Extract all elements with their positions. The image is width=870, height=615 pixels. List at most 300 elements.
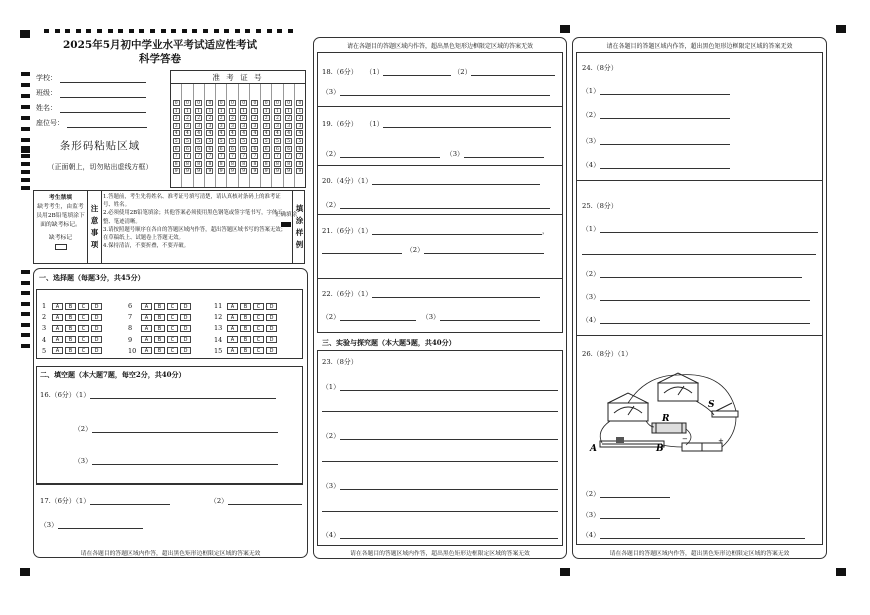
timing-mark <box>21 94 30 98</box>
digit-bubble[interactable]: 5 <box>274 138 281 144</box>
timing-mark <box>21 312 30 316</box>
mc-option-bubble[interactable]: C <box>167 325 178 332</box>
timing-mark <box>21 270 30 274</box>
mc-question-row[interactable] <box>42 347 104 355</box>
digit-bubble[interactable]: 3 <box>184 123 191 129</box>
digit-bubble[interactable]: 2 <box>218 115 225 121</box>
circuit-diagram <box>586 365 756 465</box>
digit-bubble[interactable]: 3 <box>251 123 258 129</box>
digit-bubble[interactable]: 0 <box>173 100 180 106</box>
digit-bubble[interactable]: 9 <box>240 168 247 174</box>
mc-question-number: 5 <box>42 346 47 355</box>
mc-option-bubble[interactable]: D <box>91 347 102 354</box>
digit-bubble[interactable]: 2 <box>184 115 191 121</box>
timing-mark <box>235 29 240 33</box>
digit-bubble[interactable]: 8 <box>285 161 292 167</box>
digit-bubble[interactable]: 8 <box>206 161 213 167</box>
mc-question-row[interactable] <box>128 302 193 310</box>
school-field[interactable]: 学校： <box>36 73 146 83</box>
mc-option-bubble[interactable]: A <box>141 347 152 354</box>
digit-bubble[interactable]: 7 <box>274 153 281 159</box>
digit-bubble[interactable]: 2 <box>229 115 236 121</box>
mc-option-bubble[interactable]: D <box>266 336 277 343</box>
q18-line1[interactable]: 18.（6分） （1） （2） <box>322 66 555 76</box>
q25-label: 25.（8分） <box>582 202 618 210</box>
admission-digit-column[interactable] <box>205 84 216 187</box>
digit-bubble[interactable]: 5 <box>173 138 180 144</box>
digit-bubble[interactable]: 4 <box>184 130 191 136</box>
digit-bubble[interactable]: 8 <box>229 161 236 167</box>
digit-bubble[interactable]: 4 <box>240 130 247 136</box>
digit-bubble[interactable]: 7 <box>240 153 247 159</box>
mc-question-row[interactable] <box>214 302 279 310</box>
digit-bubble[interactable]: 2 <box>206 115 213 121</box>
digit-bubble[interactable]: 6 <box>173 146 180 152</box>
digit-bubble[interactable]: 7 <box>218 153 225 159</box>
timing-mark <box>21 291 30 295</box>
mc-question-row[interactable] <box>42 302 104 310</box>
timing-mark <box>21 127 30 131</box>
digit-bubble[interactable]: 9 <box>184 168 191 174</box>
digit-bubble[interactable]: 4 <box>296 130 303 136</box>
timing-mark <box>182 29 187 33</box>
q20-line1[interactable]: 20.（4分）（1） <box>322 175 540 185</box>
q21-line1[interactable]: 21.（6分）（1） ， <box>322 227 549 235</box>
mc-question-number: 12 <box>214 313 223 322</box>
digit-bubble[interactable]: 9 <box>206 168 213 174</box>
mc-question-row[interactable] <box>128 313 193 321</box>
mc-question-number: 9 <box>128 335 133 344</box>
mc-option-bubble[interactable]: A <box>141 325 152 332</box>
mc-option-bubble[interactable]: D <box>180 325 191 332</box>
mc-option-bubble[interactable]: B <box>240 325 251 332</box>
timing-mark <box>21 186 30 190</box>
digit-bubble[interactable]: 8 <box>173 161 180 167</box>
timing-mark <box>55 29 60 33</box>
timing-mark <box>21 154 30 158</box>
mc-option-bubble[interactable]: D <box>91 314 102 321</box>
digit-bubble[interactable]: 6 <box>263 146 270 152</box>
mc-option-bubble[interactable]: D <box>180 314 191 321</box>
digit-bubble[interactable]: 8 <box>240 161 247 167</box>
timing-mark <box>288 29 293 33</box>
digit-bubble[interactable]: 2 <box>274 115 281 121</box>
digit-bubble[interactable]: 6 <box>240 146 247 152</box>
mc-question-row[interactable] <box>214 324 279 332</box>
digit-bubble[interactable]: 7 <box>296 153 303 159</box>
q16-line1[interactable]: 16.（6分）（1） <box>40 389 276 399</box>
digit-bubble[interactable]: 6 <box>285 146 292 152</box>
mc-option-bubble[interactable]: D <box>266 347 277 354</box>
digit-bubble[interactable]: 1 <box>195 108 202 114</box>
digit-bubble[interactable]: 6 <box>218 146 225 152</box>
mc-option-bubble[interactable]: D <box>180 336 191 343</box>
digit-bubble[interactable]: 8 <box>251 161 258 167</box>
q17-line2[interactable]: （3） <box>40 519 143 529</box>
timing-mark <box>139 29 144 33</box>
admission-digit-column[interactable] <box>284 84 295 187</box>
digit-bubble[interactable]: 4 <box>229 130 236 136</box>
digit-bubble[interactable]: 0 <box>274 100 281 106</box>
mc-question-number: 1 <box>42 302 47 310</box>
digit-bubble[interactable]: 2 <box>240 115 247 121</box>
digit-bubble[interactable]: 0 <box>296 100 303 106</box>
digit-bubble[interactable]: 3 <box>218 123 225 129</box>
q23-label: 23.（8分） <box>322 358 358 366</box>
mc-question-row[interactable] <box>128 336 193 344</box>
digit-bubble[interactable]: 8 <box>263 161 270 167</box>
corner-mark <box>560 25 570 33</box>
digit-bubble[interactable]: 6 <box>195 146 202 152</box>
admission-number-grid[interactable] <box>170 70 306 188</box>
digit-bubble[interactable]: 0 <box>251 100 258 106</box>
digit-bubble[interactable]: 1 <box>206 108 213 114</box>
digit-bubble[interactable]: 5 <box>229 138 236 144</box>
label-plus: + <box>718 437 724 445</box>
digit-bubble[interactable]: 9 <box>229 168 236 174</box>
mc-option-bubble[interactable]: D <box>180 347 191 354</box>
digit-bubble[interactable]: 0 <box>263 100 270 106</box>
mc-option-bubble[interactable]: D <box>91 325 102 332</box>
digit-bubble[interactable]: 4 <box>263 130 270 136</box>
digit-bubble[interactable]: 5 <box>251 138 258 144</box>
q24-line1[interactable]: （1） <box>582 85 730 95</box>
q25-line2[interactable]: （2） <box>582 268 802 278</box>
q22-line1[interactable]: 22.（6分）（1） <box>322 288 540 298</box>
q23-line4[interactable]: （4） <box>322 529 558 539</box>
digit-bubble[interactable]: 0 <box>218 100 225 106</box>
mc-option-bubble[interactable]: D <box>91 336 102 343</box>
mc-question-row[interactable] <box>214 313 279 321</box>
mc-option-bubble[interactable]: A <box>141 336 152 343</box>
q26-line4[interactable]: （4） <box>582 529 805 539</box>
timing-mark <box>21 138 30 142</box>
mc-question-number: 13 <box>214 324 223 333</box>
digit-bubble[interactable]: 6 <box>229 146 236 152</box>
digit-bubble[interactable]: 1 <box>184 108 191 114</box>
digit-bubble[interactable]: 7 <box>184 153 191 159</box>
mc-option-bubble[interactable]: B <box>154 347 165 354</box>
barcode-area <box>36 138 164 172</box>
seat-field[interactable]: 座位号： <box>36 118 147 128</box>
digit-bubble[interactable]: 5 <box>296 138 303 144</box>
mc-option-bubble[interactable]: C <box>78 314 89 321</box>
mc-option-bubble[interactable]: D <box>91 303 102 310</box>
q24-line2[interactable]: （2） <box>582 109 730 119</box>
digit-bubble[interactable]: 1 <box>240 108 247 114</box>
mc-option-bubble[interactable]: B <box>240 303 251 310</box>
digit-bubble[interactable]: 6 <box>274 146 281 152</box>
q25-line4[interactable]: （4） <box>582 314 810 324</box>
digit-bubble[interactable]: 4 <box>195 130 202 136</box>
mc-option-bubble[interactable]: A <box>227 325 238 332</box>
mc-option-bubble[interactable]: D <box>266 325 277 332</box>
label-minus: − <box>682 435 688 443</box>
q23-line2[interactable]: （2） <box>322 430 558 440</box>
digit-bubble[interactable]: 2 <box>263 115 270 121</box>
digit-bubble[interactable]: 4 <box>173 130 180 136</box>
digit-bubble[interactable]: 1 <box>251 108 258 114</box>
digit-bubble[interactable]: 2 <box>195 115 202 121</box>
mc-option-bubble[interactable]: C <box>167 347 178 354</box>
mc-option-bubble[interactable]: B <box>65 347 76 354</box>
digit-bubble[interactable]: 2 <box>285 115 292 121</box>
digit-bubble[interactable]: 0 <box>195 100 202 106</box>
mc-option-bubble[interactable]: C <box>78 347 89 354</box>
corner-mark <box>836 25 846 33</box>
mc-question-row[interactable] <box>214 347 279 355</box>
digit-bubble[interactable]: 1 <box>229 108 236 114</box>
mc-question-number: 11 <box>214 302 223 310</box>
mc-option-bubble[interactable]: C <box>78 325 89 332</box>
admission-digit-column[interactable] <box>171 84 182 187</box>
mc-question-row[interactable] <box>42 313 104 321</box>
mc-option-bubble[interactable]: B <box>65 314 76 321</box>
mc-question-row[interactable] <box>214 336 279 344</box>
q16-line3[interactable]: （3） <box>74 455 278 465</box>
filled-box-icon <box>281 222 291 227</box>
digit-bubble[interactable]: 2 <box>296 115 303 121</box>
name-field[interactable]: 姓名： <box>36 103 146 113</box>
digit-bubble[interactable]: 5 <box>184 138 191 144</box>
mc-option-bubble[interactable]: C <box>78 303 89 310</box>
admission-digit-column[interactable] <box>194 84 205 187</box>
timing-mark <box>21 105 30 109</box>
digit-bubble[interactable]: 2 <box>173 115 180 121</box>
admission-digit-columns[interactable] <box>171 84 305 187</box>
mc-option-bubble[interactable]: A <box>227 347 238 354</box>
digit-bubble[interactable]: 6 <box>251 146 258 152</box>
timing-mark <box>245 29 250 33</box>
timing-mark <box>108 29 113 33</box>
digit-bubble[interactable]: 0 <box>229 100 236 106</box>
digit-bubble[interactable]: 5 <box>263 138 270 144</box>
q22-line2[interactable]: （2） （3） <box>322 311 540 321</box>
exam-title: 2025年5月初中学业水平考试适应性考试 <box>62 39 258 51</box>
digit-bubble[interactable]: 4 <box>285 130 292 136</box>
digit-bubble[interactable]: 6 <box>206 146 213 152</box>
digit-bubble[interactable]: 5 <box>195 138 202 144</box>
corner-mark <box>560 568 570 576</box>
q23-line3[interactable]: （3） <box>322 480 558 490</box>
digit-bubble[interactable]: 9 <box>285 168 292 174</box>
digit-bubble[interactable]: 1 <box>296 108 303 114</box>
mc-option-bubble[interactable]: B <box>154 336 165 343</box>
mc-option-bubble[interactable]: B <box>65 303 76 310</box>
admission-digit-column[interactable] <box>261 84 272 187</box>
digit-bubble[interactable]: 2 <box>251 115 258 121</box>
mc-question-row[interactable] <box>42 324 104 332</box>
mc-option-bubble[interactable]: C <box>78 336 89 343</box>
q18-line2[interactable]: （3） <box>322 86 550 96</box>
q25-line1[interactable]: （1） <box>582 223 818 233</box>
digit-bubble[interactable]: 0 <box>184 100 191 106</box>
digit-bubble[interactable]: 7 <box>173 153 180 159</box>
mc-option-bubble[interactable]: B <box>240 347 251 354</box>
mc-option-bubble[interactable]: C <box>253 347 264 354</box>
digit-bubble[interactable]: 5 <box>206 138 213 144</box>
mc-option-bubble[interactable]: C <box>253 336 264 343</box>
digit-bubble[interactable]: 4 <box>206 130 213 136</box>
digit-bubble[interactable]: 5 <box>218 138 225 144</box>
section3-heading: 三、实验与探究题（本大题5题，共40分） <box>322 338 456 347</box>
label-S: S <box>708 400 715 410</box>
digit-bubble[interactable]: 4 <box>218 130 225 136</box>
digit-bubble[interactable]: 3 <box>229 123 236 129</box>
digit-bubble[interactable]: 3 <box>274 123 281 129</box>
mc-question-row[interactable] <box>128 347 193 355</box>
digit-bubble[interactable]: 3 <box>263 123 270 129</box>
digit-bubble[interactable]: 7 <box>206 153 213 159</box>
mc-option-bubble[interactable]: B <box>240 336 251 343</box>
footer-note: 请在各题目的答题区域内作答，超出黑色矩形边框限定区域的答案无效 <box>609 551 790 557</box>
mc-option-bubble[interactable]: C <box>167 303 178 310</box>
q26-line2[interactable]: （2） <box>582 488 670 498</box>
mc-question-row[interactable] <box>42 336 104 344</box>
admission-digit-column[interactable] <box>182 84 193 187</box>
digit-bubble[interactable]: 3 <box>195 123 202 129</box>
mc-option-bubble[interactable]: A <box>141 314 152 321</box>
digit-bubble[interactable]: 3 <box>173 123 180 129</box>
timing-mark <box>171 29 176 33</box>
notes-label: 注 意 事 项 <box>88 191 102 263</box>
divider <box>317 106 563 107</box>
digit-bubble[interactable]: 8 <box>274 161 281 167</box>
admission-digit-column[interactable] <box>295 84 305 187</box>
mc-option-bubble[interactable]: A <box>52 314 63 321</box>
mc-option-bubble[interactable]: A <box>227 314 238 321</box>
digit-bubble[interactable]: 1 <box>218 108 225 114</box>
mc-option-bubble[interactable]: A <box>52 303 63 310</box>
digit-bubble[interactable]: 1 <box>285 108 292 114</box>
voltmeter-icon <box>608 393 648 421</box>
digit-bubble[interactable]: 3 <box>285 123 292 129</box>
digit-bubble[interactable]: 8 <box>218 161 225 167</box>
mc-option-bubble[interactable]: C <box>167 336 178 343</box>
digit-bubble[interactable]: 9 <box>195 168 202 174</box>
digit-bubble[interactable]: 9 <box>263 168 270 174</box>
footer-note: 请在各题目的答题区域内作答，超出黑色矩形边框限定区域的答案无效 <box>350 551 530 557</box>
digit-bubble[interactable]: 8 <box>195 161 202 167</box>
admission-digit-column[interactable] <box>250 84 261 187</box>
digit-bubble[interactable]: 0 <box>206 100 213 106</box>
mc-option-bubble[interactable]: C <box>167 314 178 321</box>
admission-digit-column[interactable] <box>216 84 227 187</box>
mc-option-bubble[interactable]: D <box>266 314 277 321</box>
timing-mark <box>21 333 30 337</box>
mc-option-bubble[interactable]: B <box>154 314 165 321</box>
timing-mark <box>192 29 197 33</box>
admission-digit-column[interactable] <box>227 84 238 187</box>
mc-option-bubble[interactable]: A <box>52 325 63 332</box>
digit-bubble[interactable]: 9 <box>296 168 303 174</box>
digit-bubble[interactable]: 5 <box>285 138 292 144</box>
digit-bubble[interactable]: 6 <box>296 146 303 152</box>
timing-mark <box>21 72 30 76</box>
digit-bubble[interactable]: 9 <box>218 168 225 174</box>
digit-bubble[interactable]: 7 <box>195 153 202 159</box>
mc-option-bubble[interactable]: A <box>52 336 63 343</box>
digit-bubble[interactable]: 7 <box>229 153 236 159</box>
mc-option-bubble[interactable]: B <box>154 303 165 310</box>
admission-digit-column[interactable] <box>272 84 283 187</box>
resistance-wire-icon <box>600 437 664 447</box>
divider <box>317 165 563 166</box>
digit-bubble[interactable]: 0 <box>285 100 292 106</box>
digit-bubble[interactable]: 3 <box>240 123 247 129</box>
absent-mark-box[interactable] <box>55 244 67 250</box>
mc-question-number: 3 <box>42 324 47 333</box>
digit-bubble[interactable]: 4 <box>274 130 281 136</box>
digit-bubble[interactable]: 3 <box>296 123 303 129</box>
q17-line1[interactable]: 17.（6分）（1） （2） <box>40 495 302 505</box>
digit-bubble[interactable]: 7 <box>263 153 270 159</box>
digit-bubble[interactable]: 0 <box>240 100 247 106</box>
q24-line3[interactable]: （3） <box>582 135 730 145</box>
q25-line3[interactable]: （3） <box>582 291 810 301</box>
battery-icon <box>682 443 722 451</box>
mc-option-bubble[interactable]: B <box>154 325 165 332</box>
answer-line <box>322 511 558 512</box>
digit-bubble[interactable]: 6 <box>184 146 191 152</box>
digit-bubble[interactable]: 8 <box>296 161 303 167</box>
q19-line2[interactable]: （2） （3） <box>322 148 544 158</box>
digit-bubble[interactable]: 7 <box>285 153 292 159</box>
mc-option-bubble[interactable]: A <box>227 303 238 310</box>
digit-bubble[interactable]: 4 <box>251 130 258 136</box>
digit-bubble[interactable]: 8 <box>184 161 191 167</box>
q24-line4[interactable]: （4） <box>582 159 730 169</box>
q24-label: 24.（8分） <box>582 64 618 72</box>
class-field[interactable]: 班级： <box>36 88 146 98</box>
digit-bubble[interactable]: 3 <box>206 123 213 129</box>
mc-option-bubble[interactable]: A <box>141 303 152 310</box>
digit-bubble[interactable]: 1 <box>263 108 270 114</box>
timing-mark <box>76 29 81 33</box>
mc-option-bubble[interactable]: D <box>266 303 277 310</box>
admission-digit-column[interactable] <box>239 84 250 187</box>
digit-bubble[interactable]: 9 <box>274 168 281 174</box>
sample-label: 填 涂 样 例 <box>292 191 306 263</box>
mc-option-bubble[interactable]: C <box>253 314 264 321</box>
digit-bubble[interactable]: 1 <box>274 108 281 114</box>
digit-bubble[interactable]: 9 <box>251 168 258 174</box>
digit-bubble[interactable]: 7 <box>251 153 258 159</box>
digit-bubble[interactable]: 1 <box>173 108 180 114</box>
mc-option-bubble[interactable]: C <box>253 325 264 332</box>
timing-mark <box>86 29 91 33</box>
q16-line2[interactable]: （2） <box>74 423 278 433</box>
digit-bubble[interactable]: 9 <box>173 168 180 174</box>
mc-option-bubble[interactable]: B <box>240 314 251 321</box>
mc-option-bubble[interactable]: A <box>227 336 238 343</box>
divider <box>576 180 823 181</box>
label-R: R <box>662 414 670 424</box>
mc-question-row[interactable] <box>128 324 193 332</box>
mc-option-bubble[interactable]: B <box>65 325 76 332</box>
q19-line1[interactable]: 19.（6分） （1） <box>322 118 551 128</box>
q20-line2[interactable]: （2） <box>322 199 550 209</box>
mc-option-bubble[interactable]: B <box>65 336 76 343</box>
rheostat-icon <box>652 423 686 433</box>
q23-line1[interactable]: （1） <box>322 381 558 391</box>
q21-line2[interactable]: （2） <box>322 244 544 254</box>
mc-option-bubble[interactable]: D <box>180 303 191 310</box>
q26-line3[interactable]: （3） <box>582 509 660 519</box>
digit-bubble[interactable]: 5 <box>240 138 247 144</box>
mc-option-bubble[interactable]: C <box>253 303 264 310</box>
mc-option-bubble[interactable]: A <box>52 347 63 354</box>
